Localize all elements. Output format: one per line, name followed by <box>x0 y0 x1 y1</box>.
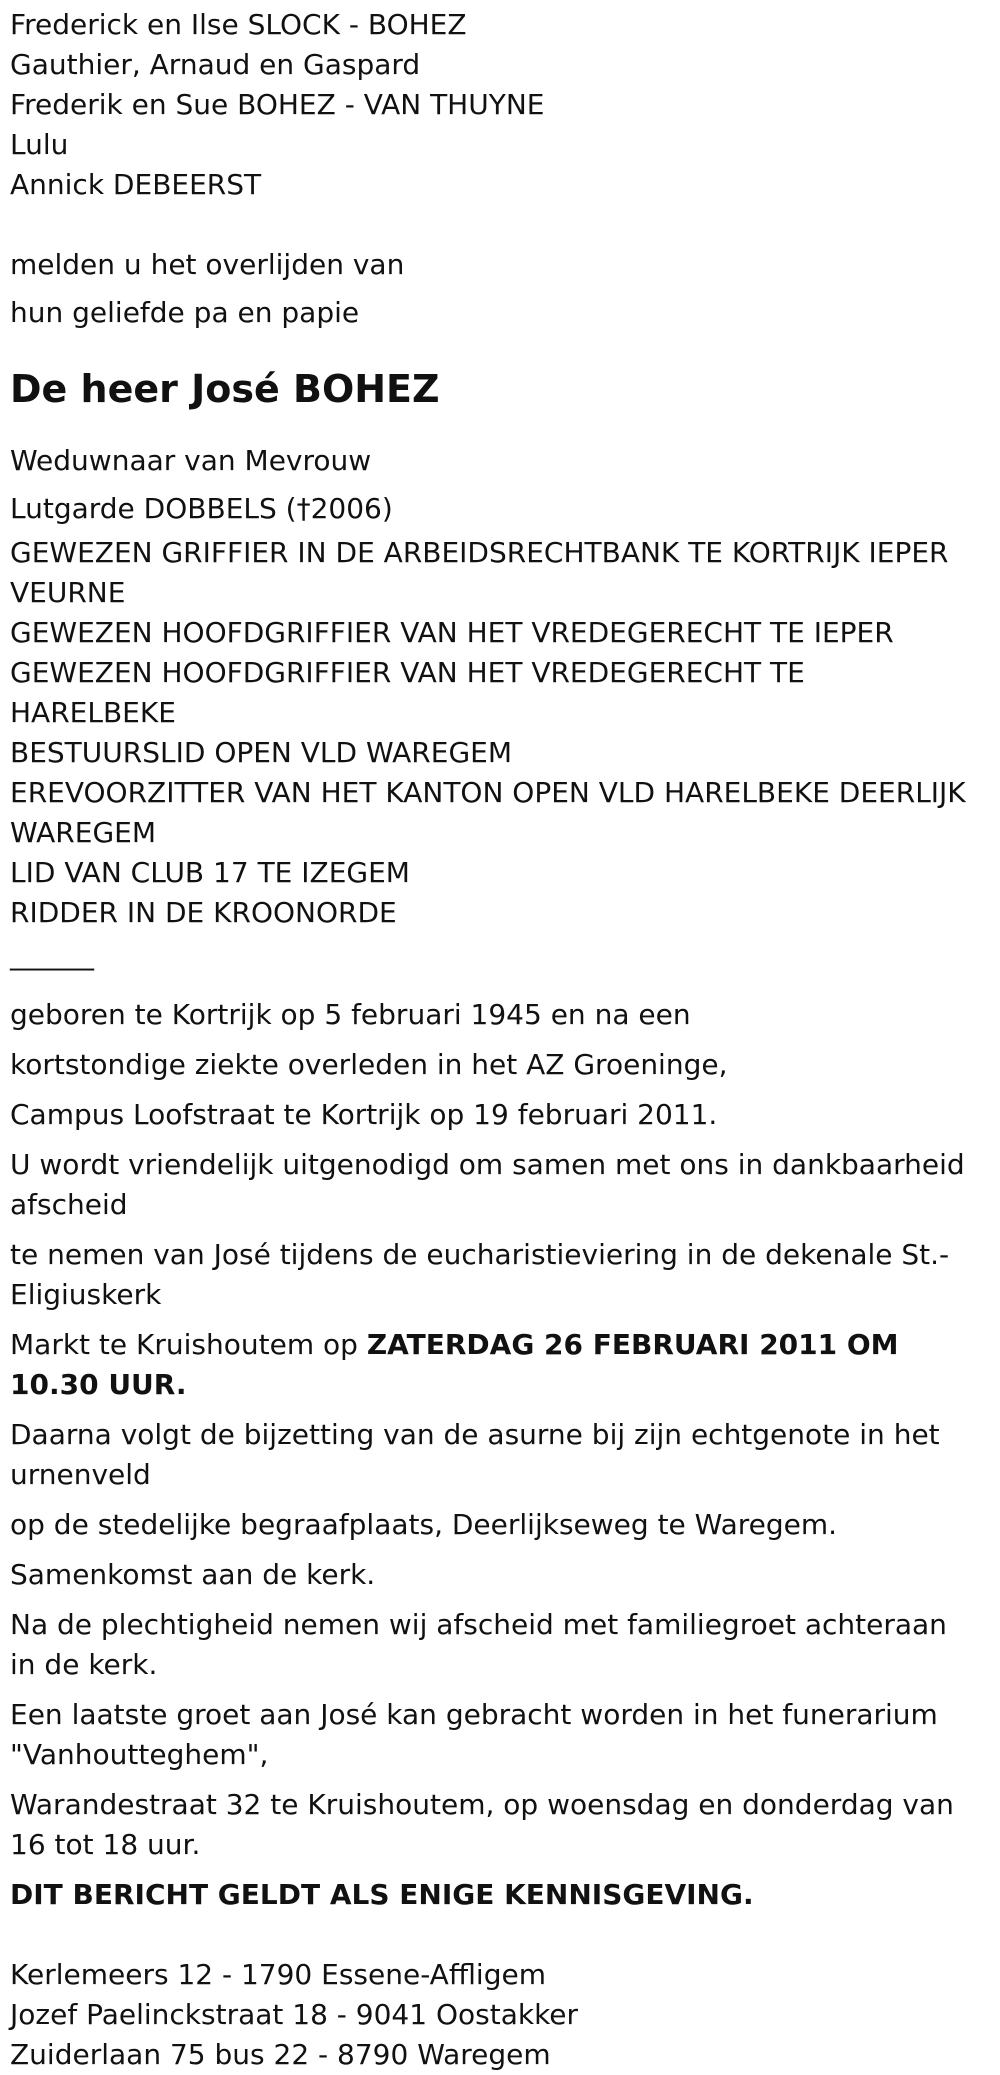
family-line: Annick DEBEERST <box>10 168 262 201</box>
address-line: Zuiderlaan 75 bus 22 - 8790 Waregem <box>10 2038 551 2071</box>
titles-list <box>10 533 970 933</box>
family-list <box>10 5 970 205</box>
body-paragraph: op de stedelijke begraafplaats, Deerlijkseweg te Waregem. <box>10 1508 838 1541</box>
widower-line: Weduwnaar van Mevrouw <box>10 444 372 477</box>
notice-statement: DIT BERICHT GELDT ALS ENIGE KENNISGEVING. <box>10 1878 754 1911</box>
body-paragraph: Warandestraat 32 te Kruishoutem, op woensdag en donderdag van 16 tot 18 uur. <box>10 1788 954 1861</box>
widower-line: Lutgarde DOBBELS (†2006) <box>10 492 393 525</box>
address-line: Kerlemeers 12 - 1790 Essene-Affligem <box>10 1958 546 1991</box>
separator: ______ <box>10 938 94 971</box>
notice-body <box>10 995 970 1915</box>
title-line: GEWEZEN HOOFDGRIFFIER VAN HET VREDEGERECHT TE HARELBEKE <box>10 656 805 729</box>
announce-line: melden u het overlijden van <box>10 248 405 281</box>
body-paragraph: geboren te Kortrijk op 5 februari 1945 en na een <box>10 998 691 1031</box>
body-paragraph: Samenkomst aan de kerk. <box>10 1558 376 1591</box>
widower-info <box>10 441 970 529</box>
address-line: Jozef Paelinckstraat 18 - 9041 Oostakker <box>10 1998 579 2031</box>
title-line: EREVOORZITTER VAN HET KANTON OPEN VLD HARELBEKE DEERLIJK WAREGEM <box>10 776 966 849</box>
title-line: GEWEZEN GRIFFIER IN DE ARBEIDSRECHTBANK TE KORTRIJK IEPER VEURNE <box>10 536 949 609</box>
body-paragraph: kortstondige ziekte overleden in het AZ Groeninge, <box>10 1048 728 1081</box>
family-line: Lulu <box>10 128 69 161</box>
title-line: RIDDER IN DE KROONORDE <box>10 896 397 929</box>
address-list <box>10 1955 970 2075</box>
service-date-time: ZATERDAG 26 FEBRUARI 2011 OM 10.30 UUR. <box>10 1328 899 1401</box>
announce-line: hun geliefde pa en papie <box>10 296 360 329</box>
family-line: Frederick en Ilse SLOCK - BOHEZ <box>10 8 467 41</box>
family-line: Gauthier, Arnaud en Gaspard <box>10 48 421 81</box>
body-paragraph: Daarna volgt de bijzetting van de asurne bij zijn echtgenote in het urnenveld <box>10 1418 940 1491</box>
title-line: GEWEZEN HOOFDGRIFFIER VAN HET VREDEGERECHT TE IEPER <box>10 616 894 649</box>
service-location-text: Markt te Kruishoutem op <box>10 1328 367 1361</box>
title-line: LID VAN CLUB 17 TE IZEGEM <box>10 856 410 889</box>
deceased-name: De heer José BOHEZ <box>10 367 440 411</box>
service-details <box>10 1325 970 1405</box>
body-paragraph: Campus Loofstraat te Kortrijk op 19 februari 2011. <box>10 1098 718 1131</box>
announcement <box>10 245 970 333</box>
body-paragraph: te nemen van José tijdens de eucharistieviering in de dekenale St.-Eligiuskerk <box>10 1238 950 1311</box>
body-paragraph: U wordt vriendelijk uitgenodigd om samen met ons in dankbaarheid afscheid <box>10 1148 965 1221</box>
family-line: Frederik en Sue BOHEZ - VAN THUYNE <box>10 88 545 121</box>
body-paragraph: Na de plechtigheid nemen wij afscheid met familiegroet achteraan in de kerk. <box>10 1608 947 1681</box>
body-paragraph: Een laatste groet aan José kan gebracht worden in het funerarium "Vanhoutteghem", <box>10 1698 938 1771</box>
title-line: BESTUURSLID OPEN VLD WAREGEM <box>10 736 512 769</box>
